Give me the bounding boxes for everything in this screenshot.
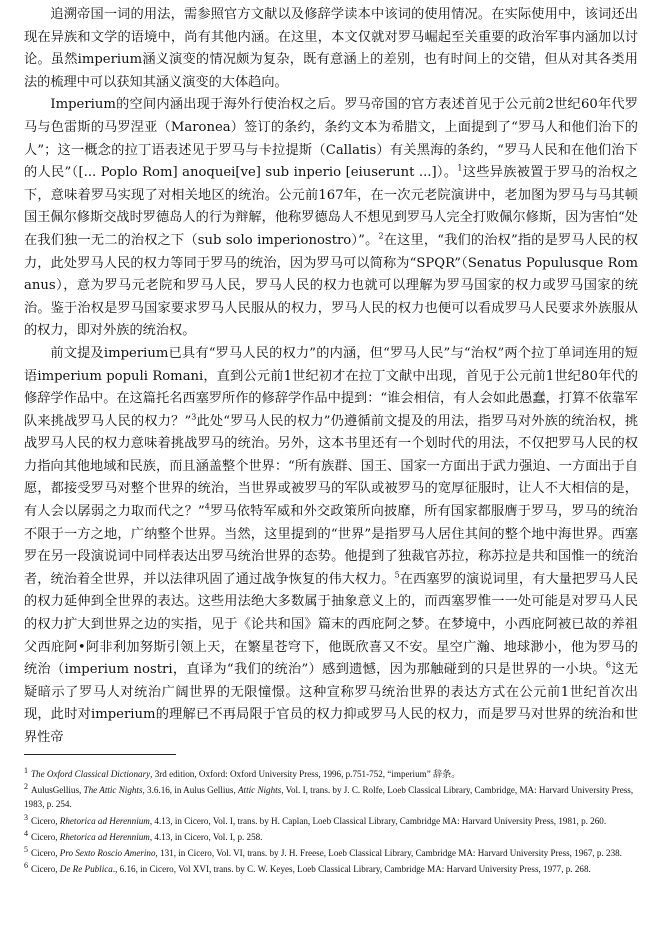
footnote-number: 4: [24, 828, 28, 838]
footnote-5: [24, 846, 638, 860]
footnote-1: [24, 767, 638, 781]
footnote-3: [24, 814, 638, 828]
paragraph-text: 追溯帝国一词的用法，需参照官方文献以及修辞学读本中该词的使用情况。在实际使用中，该词还出现在异族和文学的语境中，尚有其他内涵。在这里，本文仅就对罗马崛起至关重要的政治军事内涵加以讨论。虽然imperium涵义演变的情况颇为复杂，既有意涵上的差别，也有时间上的交错，但从对其各类用法的梳理中可以获知其涵义演变的大体趋向。: [24, 7, 638, 90]
paragraph-text: 罗马依特军威和外交政策所向披靡，所有国家都服膺于罗马，罗马的统治不限于一方之地，广纳整个世界。当然，这里提到的“世界”是指罗马人居住其间的整个地中海世界。西塞罗在另一段演说词中同样表达出罗马统治世界的态势。他提到了独裁官苏拉，称苏拉是共和国惟一的统治者，统治着全世界，并以法律巩固了通过战争恢复的伟大权力。: [24, 504, 638, 587]
footnote-title: Rhetorica ad Herennium: [59, 831, 150, 842]
footnote-number: 6: [24, 861, 28, 871]
footnote-ref[interactable]: 3: [191, 412, 197, 422]
footnote-text: , 131, in Cicero, Vol. VI, trans. by J. H. Freese, Loeb Classical Library, Cambridge MA: Harvard University Press, 1967, p. 238.: [155, 848, 622, 859]
footnote-text: , 3.6.16, in Aulus Gellius,: [142, 785, 238, 796]
paragraph-text: 前文提及imperium已具有“罗马人民的权力”的内涵，但“罗马人民”与“治权”两个拉丁单词连用的短语imperium populi Romani，直到公元前1世纪初才在拉丁文献中出现，首见于公元前1世纪80年代的修辞学作品中。在这篇托名西塞罗所作的修辞学作品中提到：“谁会相信，有人会如此愚蠢，打算不依靠军队来挑战罗马人民的权力？”: [24, 345, 638, 429]
footnote-ref[interactable]: 4: [204, 502, 210, 512]
body-text: [24, 4, 638, 750]
paragraph-1: [24, 4, 638, 94]
paragraph-text: 此处“罗马人民的权力”仍遵循前文提及的用法，指罗马对外族的统治权，挑战罗马人民的权力意味着挑战罗马的统治。另外，这本书里还有一个划时代的用法，不仅把罗马人民的权力指向其他地域和民族，而且涵盖整个世界：“所有族群、国王、国家一方面出于武力强迫、一方面出于自愿，都接受罗马对整个世界的统治，当世界或被罗马的军队或被罗马的宽厚征服时，让人不大相信的是，有人会以孱弱之力取而代之？”: [24, 413, 639, 520]
footnote-text: , Vol. I, trans. by J. C. Rolfe, Loeb Classical Library, Cambridge, MA: Harvard University Press, 1983, p. 254.: [24, 785, 634, 810]
footnote-number: 3: [24, 812, 28, 822]
footnote-ref[interactable]: 6: [605, 660, 611, 670]
footnotes: [24, 767, 638, 878]
paragraph-text: 这无疑暗示了罗马人对统治广阔世界的无限憧憬。这种宣称罗马统治世界的表达方式在公元前1世纪首次出现，此时对imperium的理解已不再局限于官员的权力抑或罗马人民的权力，而是罗马对世界的统治和世界性帝: [24, 662, 639, 745]
footnote-title: The Oxford Classical Dictionary: [31, 769, 151, 779]
footnote-number: 2: [24, 782, 28, 792]
footnote-ref[interactable]: 1: [457, 163, 463, 173]
paragraph-text: 这些异族被置于罗马的治权之下，意味着罗马实现了对相关地区的统治。公元前167年，在一次元老院演讲中，老加图为罗马与马其顿国王佩尔修斯交战时罗德岛人的行为辩解，他称罗德岛人不想见到罗马人完全打败佩尔修斯，因为害怕“处在我们独一无二的治权之下（sub solo imperionostro）”。: [24, 165, 638, 248]
footnote-divider: [24, 754, 176, 755]
footnote-text: AulusGellius,: [31, 785, 84, 796]
footnote-6: [24, 862, 638, 876]
paragraph-2: [24, 94, 638, 343]
footnote-4: [24, 830, 638, 844]
footnote-text: , 4.13, in Cicero, Vol. I, p. 258.: [149, 831, 263, 842]
footnote-text: Cicero,: [31, 831, 60, 842]
paragraph-3: [24, 343, 638, 750]
paragraph-text: 在西塞罗的演说词里，有大量把罗马人民的权力延伸到全世界的表达。这些用法绝大多数属于抽象意义上的，而西塞罗惟一一处可能是对罗马人民的权力扩大到世界之边的实指，见于《论共和国》篇末的西庇阿之梦。在梦境中，小西庇阿被已故的养祖父西庇阿•阿非利加努斯引领上天，在繁星苍穹下，他既欣喜又不安。星空广瀚、地球渺小，他为罗马的统治（imperium nostri，直译为“我们的统治”）感到遗憾，因为那触碰到的只是世界的一小块。: [24, 571, 639, 678]
footnote-title: The Attic Nights: [83, 785, 143, 796]
footnote-number: 1: [24, 765, 28, 775]
footnote-text: ., 6.16, in Cicero, Vol XVI, trans. by C. W. Keyes, Loeb Classical Library, Cambridge MA: Harvard University Press, 1977, p. 268.: [112, 864, 591, 875]
footnote-2: [24, 783, 638, 811]
paragraph-text: 在这里，“我们的治权”指的是罗马人民的权力，此处罗马人民的权力等同于罗马的统治，因为罗马可以简称为“SPQR”（Senatus Populusque Romanus），意为罗马元老院和罗马人民，罗马人民的权力也就可以理解为罗马国家的权力或罗马国家的统治。鉴于治权是罗马国家要求罗马人民服从的权力，罗马人民的权力也便可以看成罗马人民要求外族服从的权力，即对外族的统治权。: [24, 232, 639, 339]
footnote-text: Cicero,: [31, 815, 60, 826]
footnote-title: De Re Publica: [59, 864, 113, 875]
footnote-title: Pro Sexto Roscio Amerino: [59, 848, 156, 859]
footnote-title: Rhetorica ad Herennium: [59, 815, 150, 826]
footnote-number: 5: [24, 844, 28, 854]
footnote-text: , 4.13, in Cicero, Vol. I, trans. by H. Caplan, Loeb Classical Library, Cambridge MA: Harvard University Press, 1981, p. 260.: [149, 815, 607, 826]
footnote-text: Cicero,: [31, 864, 60, 875]
footnote-ref[interactable]: 5: [394, 570, 400, 580]
footnote-title: Attic Nights: [238, 785, 282, 796]
footnote-text: , 3rd edition, Oxford: Oxford University Press, 1996, p.751-752, “imperium” 辞条。: [150, 769, 461, 779]
footnote-ref[interactable]: 2: [378, 231, 384, 241]
paragraph-text: Imperium的空间内涵出现于海外行使治权之后。罗马帝国的官方表述首见于公元前2世纪60年代罗马与色雷斯的马罗涅亚（Maronea）签订的条约，条约文本为希腊文，上面提到了“罗马人和他们治下的人”；这一概念的拉丁语表述见于罗马与卡拉提斯（Callatis）有关黑海的条约，“罗马人民和在他们治下的人民”（[... Poplo Rom] anoquei[ve] sub inperio [eiuserunt ...]）。: [24, 97, 638, 181]
footnote-text: Cicero,: [31, 848, 60, 859]
